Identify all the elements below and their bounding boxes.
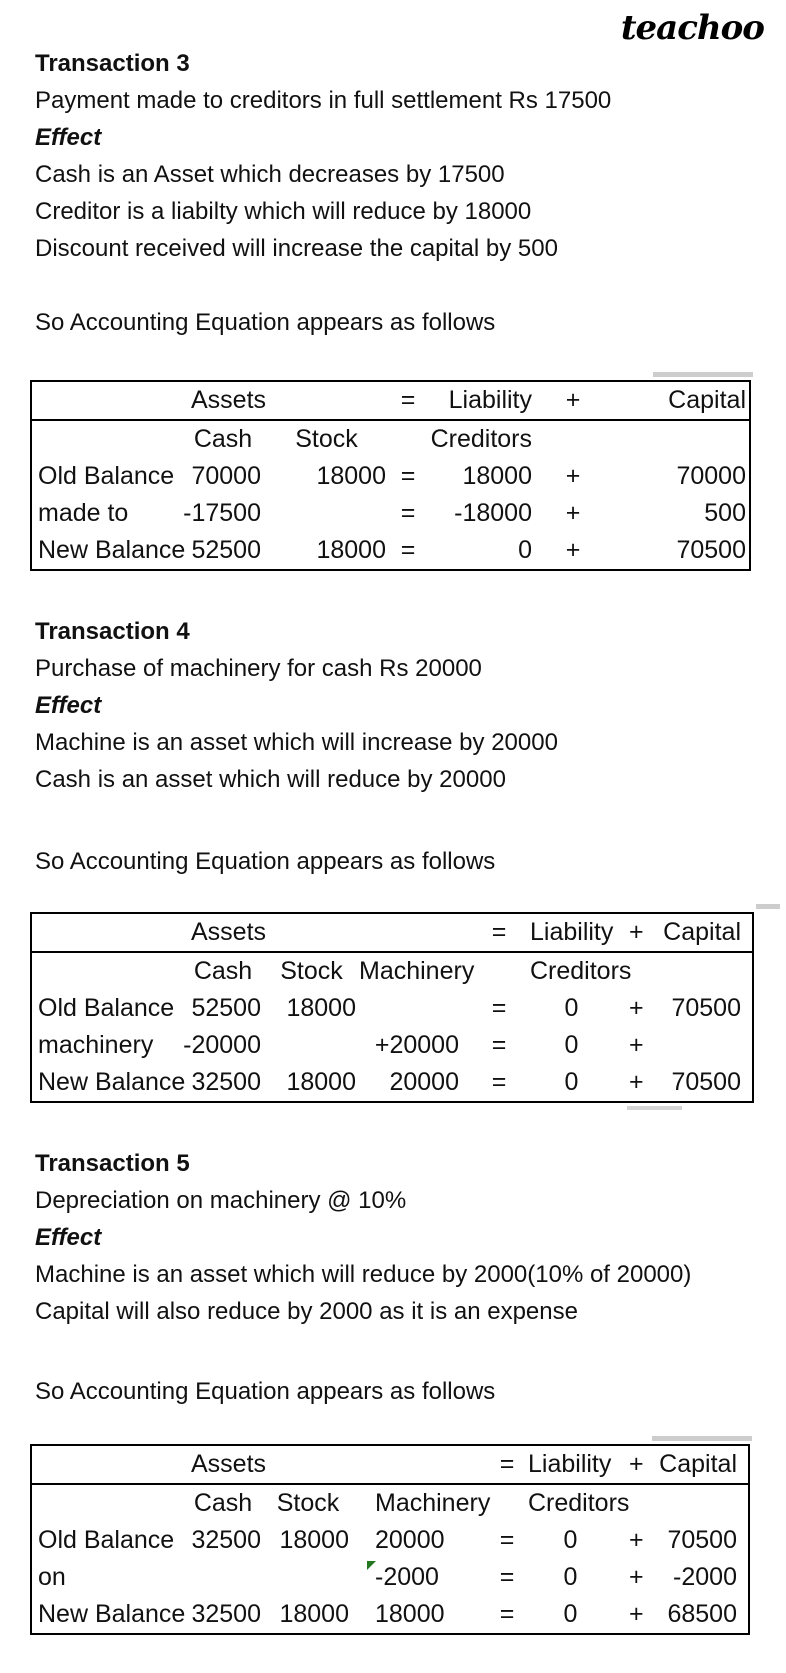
row-label: New Balance [38,1600,186,1628]
effect-line: Creditor is a liabilty which will reduce by 18000 [35,198,532,225]
table-subheader-row [32,953,752,990]
cell-cash: 32500 [191,1600,261,1628]
cell-creditors: 0 [563,1600,578,1628]
assets-header: Assets [191,918,267,946]
cell-machinery: 18000 [375,1600,445,1628]
row-label: on [38,1563,66,1591]
transaction-description: Depreciation on machinery @ 10% [35,1187,407,1214]
cell-cash: 52500 [191,536,261,564]
cell-creditors: 0 [563,1526,578,1554]
cell-capital [619,1064,752,1101]
table-row [32,532,749,569]
cell-capital-value: 70500 [671,994,741,1022]
section-title: Transaction 4 [35,618,190,645]
cell-stock: 18000 [286,1068,356,1096]
equation-intro: So Accounting Equation appears as follows [35,848,496,875]
section-transaction-3 [30,45,786,571]
row-label: made to [38,499,129,527]
column-machinery: Machinery [375,1489,491,1517]
assets-header: Assets [191,1450,267,1478]
table-row [32,1027,752,1064]
effect-line: Machine is an asset which will reduce by 2000(10% of 20000) [35,1261,692,1288]
cell-cash: 70000 [191,462,261,490]
effect-line: Cash is an asset which will reduce by 20000 [35,766,506,793]
column-machinery: Machinery [359,957,475,985]
equals-sign: = [400,386,416,414]
row-label: Old Balance [38,462,175,490]
column-creditors: Creditors [528,1489,630,1517]
cell-capital [619,1027,752,1064]
table-header-row [32,914,752,953]
plus-sign: + [629,1450,644,1478]
accounting-equation-table [30,380,751,571]
cell-error-marker-triangle [367,1561,376,1570]
cell-plus: + [629,1068,644,1096]
equation-table-wrap [30,912,754,1103]
cell-plus: + [629,1563,644,1591]
accounting-equation-table [30,1444,750,1635]
table-row [32,1559,748,1596]
cell-equals: = [400,462,416,490]
cell-equals: = [499,1563,515,1591]
cell-capital: 70500 [676,536,746,564]
capital-label: Capital [663,918,741,946]
cell-equals: = [499,1600,515,1628]
cell-cash [182,1559,264,1596]
liability-header: Liability [530,918,614,946]
table-row [32,1522,748,1559]
cell-stock: 18000 [279,1600,349,1628]
row-label: Old Balance [38,994,175,1022]
capital-header: Capital [668,386,746,414]
table-row [32,458,749,495]
cell-capital-value: 68500 [667,1600,737,1628]
table-row [32,495,749,532]
gray-artifact-bar [652,1436,752,1441]
cell-creditors: 0 [518,536,532,564]
cell-capital-value: 70500 [667,1526,737,1554]
cell-stock: 18000 [279,1526,349,1554]
cell-stock [264,495,389,532]
cell-cash: 32500 [191,1526,261,1554]
cell-creditors: 0 [564,994,579,1022]
equals-sign: = [499,1450,515,1478]
liability-header: Liability [448,386,532,414]
cell-cash: -20000 [183,1031,261,1059]
column-stock: Stock [295,425,358,453]
gray-artifact-bar [756,904,780,909]
cell-creditors: 0 [564,1068,579,1096]
cell-plus: + [629,994,644,1022]
effect-heading: Effect [35,124,102,151]
cell-plus: + [565,536,581,564]
effect-line: Discount received will increase the capital by 500 [35,235,558,262]
plus-sign: + [629,918,644,946]
cell-stock [264,1559,352,1596]
section-title: Transaction 3 [35,50,190,77]
cell-plus: + [629,1526,644,1554]
column-cash: Cash [193,957,253,985]
section-transaction-5 [30,1145,786,1635]
effect-line: Capital will also reduce by 2000 as it is an expense [35,1298,578,1325]
cell-machinery: 20000 [375,1526,445,1554]
plus-sign: + [565,386,581,414]
cell-cash: 32500 [191,1068,261,1096]
cell-capital-value: -2000 [673,1563,737,1591]
effect-line: Machine is an asset which will increase by 20000 [35,729,558,756]
cell-creditors: 0 [564,1031,579,1059]
capital-header [619,914,752,951]
cell-creditors: 0 [563,1563,578,1591]
cell-capital [619,1559,748,1596]
column-stock: Stock [280,957,343,985]
table-row [32,1596,748,1633]
cell-capital: 70000 [676,462,746,490]
liability-header: Liability [528,1450,612,1478]
cell-stock: 18000 [286,994,356,1022]
cell-plus: + [565,462,581,490]
cell-equals: = [400,499,416,527]
cell-equals: = [491,1031,507,1059]
cell-machinery [359,990,474,1027]
cell-error-marker-icon [367,1561,376,1570]
gray-artifact-bar [653,372,753,377]
effect-heading: Effect [35,1224,102,1251]
cell-machinery-value: -2000 [375,1563,439,1591]
cell-creditors: 18000 [462,462,532,490]
cell-stock [264,1027,359,1064]
cell-equals: = [400,536,416,564]
equation-intro: So Accounting Equation appears as follows [35,309,496,336]
cell-capital-value: 70500 [671,1068,741,1096]
cell-equals: = [491,994,507,1022]
equation-table-wrap [30,1444,750,1635]
transaction-description: Payment made to creditors in full settlement Rs 17500 [35,87,612,114]
teachoo-logo: teachoo [620,8,764,48]
transaction-description: Purchase of machinery for cash Rs 20000 [35,655,482,682]
gray-artifact-bar [627,1106,682,1110]
column-cash: Cash [193,425,253,453]
section-title: Transaction 5 [35,1150,190,1177]
cell-equals: = [491,1068,507,1096]
table-row [32,990,752,1027]
cell-capital [619,1522,748,1559]
assets-header: Assets [191,386,267,414]
cell-plus: + [629,1600,644,1628]
cell-plus: + [565,499,581,527]
equation-table-wrap [30,380,751,571]
table-row [32,1064,752,1101]
capital-header [619,1446,748,1483]
row-label: Old Balance [38,1526,175,1554]
capital-label: Capital [659,1450,737,1478]
row-label: New Balance [38,1068,186,1096]
column-cash: Cash [193,1489,253,1517]
column-creditors: Creditors [530,957,632,985]
table-header-row [32,382,749,421]
cell-stock: 18000 [316,462,386,490]
cell-stock: 18000 [316,536,386,564]
equals-sign: = [491,918,507,946]
cell-cash: 52500 [191,994,261,1022]
cell-plus: + [629,1031,644,1059]
cell-equals: = [499,1526,515,1554]
cell-capital [619,1596,748,1633]
cell-creditors: -18000 [454,499,532,527]
cell-capital [619,990,752,1027]
column-stock: Stock [276,1489,340,1517]
row-label: New Balance [38,536,186,564]
table-subheader-row [32,421,749,458]
accounting-equation-table [30,912,754,1103]
cell-capital: 500 [704,499,746,527]
cell-machinery: +20000 [374,1031,459,1059]
cell-machinery: 20000 [389,1068,459,1096]
section-transaction-4 [30,613,786,1103]
cell-cash: -17500 [183,499,261,527]
effect-heading: Effect [35,692,102,719]
equation-intro: So Accounting Equation appears as follows [35,1378,496,1405]
table-subheader-row [32,1485,748,1522]
row-label: machinery [38,1031,154,1059]
column-creditors: Creditors [430,425,532,453]
cell-machinery [352,1559,492,1596]
effect-line: Cash is an Asset which decreases by 17500 [35,161,505,188]
table-header-row [32,1446,748,1485]
